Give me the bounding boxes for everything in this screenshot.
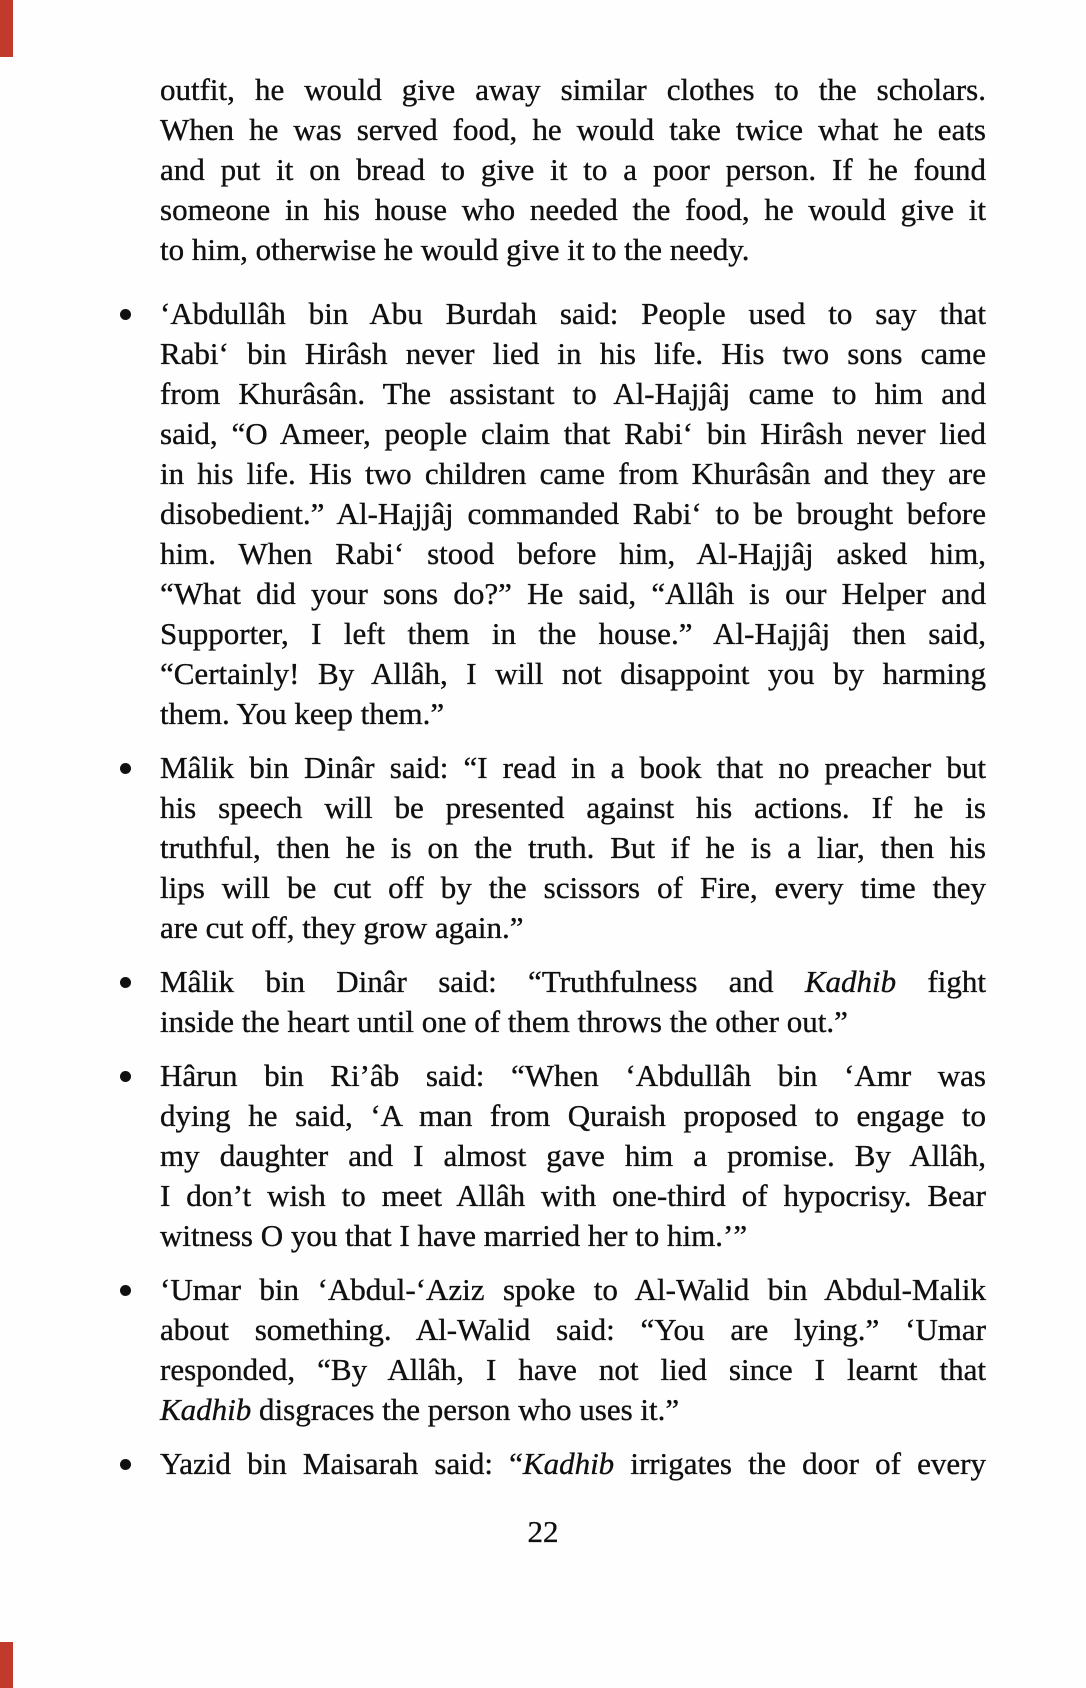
text-segment: said, “O Ameer, people claim that Rabi‘ bin Hirâsh never lied: [160, 416, 986, 451]
text-segment: him. When Rabi‘ stood before him, Al-Hajjâj asked him,: [160, 536, 986, 571]
arabic-term-italic: Kadhib: [522, 1446, 615, 1481]
text-line: [160, 1216, 986, 1256]
bullet-icon: [120, 977, 131, 988]
page-edge-scan-mark-top: [0, 0, 13, 57]
text-segment: lips will be cut off by the scissors of Fire, every time they: [160, 870, 986, 905]
text-segment: When he was served food, he would take twice what he eats: [160, 112, 986, 147]
text-segment: disobedient.” Al-Hajjâj commanded Rabi‘ to be brought before: [160, 496, 986, 531]
text-segment: my daughter and I almost gave him a promise. By Allâh,: [160, 1138, 986, 1173]
text-segment: Hârun bin Ri’âb said: “When ‘Abdullâh bin ‘Amr was: [160, 1058, 986, 1093]
text-line: [160, 190, 986, 230]
text-line: [160, 788, 986, 828]
text-segment: outfit, he would give away similar clothes to the scholars.: [160, 72, 986, 107]
bullet-list: [160, 294, 986, 1484]
text-segment: disgraces the person who uses it.”: [251, 1392, 680, 1427]
text-line: [160, 574, 986, 614]
bullet-icon: [120, 1071, 131, 1082]
text-line: [160, 454, 986, 494]
text-line: [160, 828, 986, 868]
text-segment: “What did your sons do?” He said, “Allâh is our Helper and: [160, 576, 986, 611]
text-line: [160, 654, 986, 694]
text-line: [160, 1444, 986, 1484]
text-segment: dying he said, ‘A man from Quraish proposed to engage to: [160, 1098, 986, 1133]
text-segment: about something. Al-Walid said: “You are lying.” ‘Umar: [160, 1312, 986, 1347]
text-segment: ‘Abdullâh bin Abu Burdah said: People used to say that: [160, 296, 986, 331]
text-segment: from Khurâsân. The assistant to Al-Hajjâj came to him and: [160, 376, 986, 411]
text-segment: irrigates the door of every: [614, 1446, 986, 1481]
text-segment: Mâlik bin Dinâr said: “I read in a book that no preacher but: [160, 750, 986, 785]
text-segment: and put it on bread to give it to a poor person. If he found: [160, 152, 986, 187]
text-segment: fight: [896, 964, 986, 999]
text-segment: in his life. His two children came from Khurâsân and they are: [160, 456, 986, 491]
text-segment: Rabi‘ bin Hirâsh never lied in his life. His two sons came: [160, 336, 986, 371]
text-line: [160, 1056, 986, 1096]
text-segment: inside the heart until one of them throws the other out.”: [160, 1004, 848, 1039]
text-line: [160, 150, 986, 190]
bullet-icon: [120, 309, 131, 320]
intro-paragraph: [160, 70, 986, 270]
text-line: [160, 70, 986, 110]
text-line: [160, 1390, 986, 1430]
text-line: [160, 1350, 986, 1390]
text-segment: are cut off, they grow again.”: [160, 910, 524, 945]
text-line: [160, 294, 986, 334]
text-line: [160, 1096, 986, 1136]
page-number: 22: [527, 1514, 559, 1549]
text-segment: “Certainly! By Allâh, I will not disappoint you by harming: [160, 656, 986, 691]
bullet-icon: [120, 763, 131, 774]
bullet-text: [160, 1270, 986, 1430]
text-line: [160, 1176, 986, 1216]
page-edge-scan-mark-bottom: [0, 1642, 13, 1688]
text-line: [160, 614, 986, 654]
text-segment: Supporter, I left them in the house.” Al-Hajjâj then said,: [160, 616, 986, 651]
text-segment: responded, “By Allâh, I have not lied since I learnt that: [160, 1352, 986, 1387]
text-line: [160, 374, 986, 414]
text-line: [160, 694, 986, 734]
bullet-text: [160, 962, 986, 1042]
text-line: [160, 1136, 986, 1176]
text-segment: someone in his house who needed the food, he would give it: [160, 192, 986, 227]
bullet-item: [160, 1056, 986, 1256]
text-segment: I don’t wish to meet Allâh with one-third of hypocrisy. Bear: [160, 1178, 986, 1213]
text-segment: his speech will be presented against his actions. If he is: [160, 790, 986, 825]
text-line: [160, 748, 986, 788]
text-segment: truthful, then he is on the truth. But if he is a liar, then his: [160, 830, 986, 865]
bullet-text: [160, 748, 986, 948]
bullet-icon: [120, 1285, 131, 1296]
text-line: [160, 494, 986, 534]
bullet-item: [160, 1444, 986, 1484]
bullet-icon: [120, 1459, 131, 1470]
text-line: [160, 110, 986, 150]
text-line: [160, 908, 986, 948]
text-line: [160, 414, 986, 454]
text-line: [160, 334, 986, 374]
text-segment: them. You keep them.”: [160, 696, 445, 731]
text-segment: ‘Umar bin ‘Abdul-‘Aziz spoke to Al-Walid bin Abdul-Malik: [160, 1272, 986, 1307]
text-line: [160, 1002, 986, 1042]
bullet-item: [160, 748, 986, 948]
text-line: [160, 1270, 986, 1310]
bullet-text: [160, 1444, 986, 1484]
bullet-item: [160, 1270, 986, 1430]
text-segment: to him, otherwise he would give it to the needy.: [160, 232, 750, 267]
text-segment: Yazid bin Maisarah said: “: [160, 1446, 523, 1481]
bullet-text: [160, 294, 986, 734]
arabic-term-italic: Kadhib: [160, 1392, 252, 1427]
text-line: [160, 230, 986, 270]
bullet-item: [160, 962, 986, 1042]
text-segment: witness O you that I have married her to him.’”: [160, 1218, 748, 1253]
text-line: [160, 1310, 986, 1350]
text-line: [160, 962, 986, 1002]
text-segment: Mâlik bin Dinâr said: “Truthfulness and: [160, 964, 805, 999]
bullet-text: [160, 1056, 986, 1256]
arabic-term-italic: Kadhib: [804, 964, 897, 999]
text-line: [160, 534, 986, 574]
bullet-item: [160, 294, 986, 734]
text-line: [160, 868, 986, 908]
